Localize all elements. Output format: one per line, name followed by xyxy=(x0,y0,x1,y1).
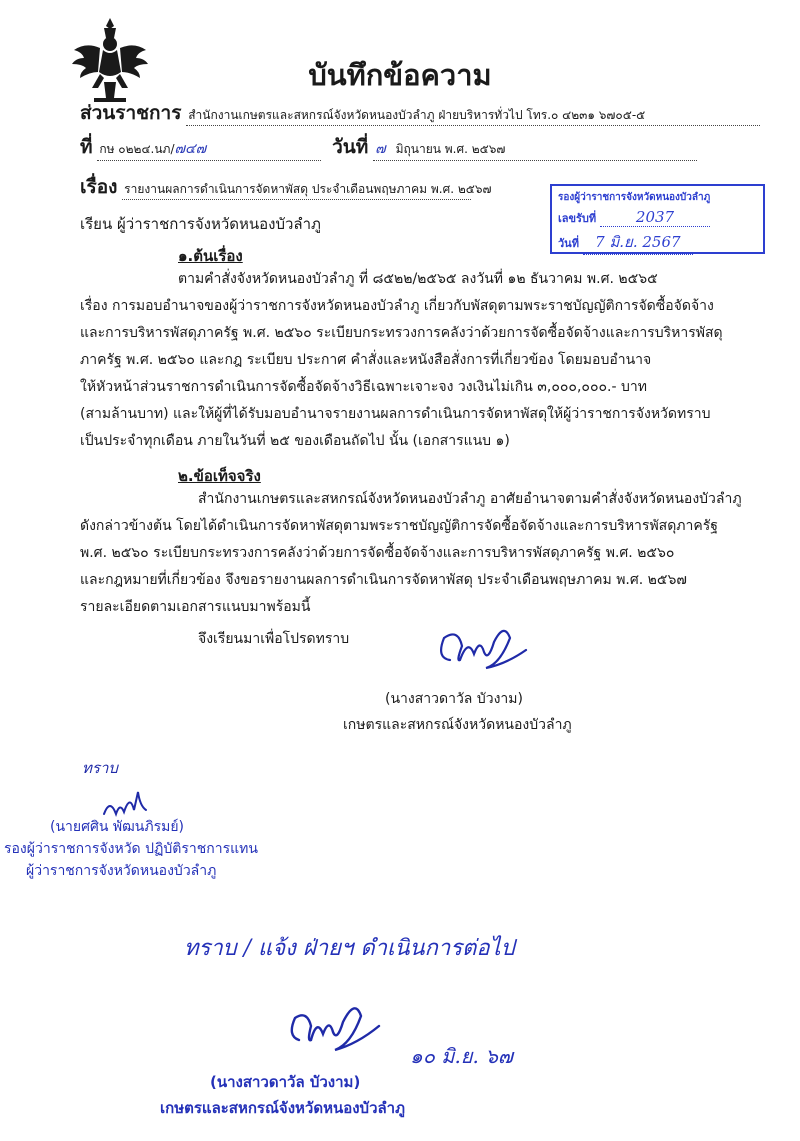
signature-drawing xyxy=(430,620,550,680)
stamp-date-row xyxy=(558,230,693,255)
date-value: มิถุนายน พ.ศ. ๒๕๖๗ xyxy=(395,142,506,156)
section2-line: รายละเอียดตามเอกสารแนบมาพร้อมนี้ xyxy=(80,599,311,615)
stamp-number-row xyxy=(558,208,710,227)
signer-position: เกษตรและสหกรณ์จังหวัดหนองบัวลำภู xyxy=(343,717,572,733)
ref-label: ที่ xyxy=(80,136,93,158)
memo-title: บันทึกข้อความ xyxy=(308,58,492,92)
stamp-number-label: เลขรับที่ xyxy=(558,212,597,225)
section1-heading: ๑.ต้นเรื่อง xyxy=(178,247,243,265)
final-signer-name: (นางสาวดาวัล บัวงาม) xyxy=(210,1073,361,1091)
date-label: วันที่ xyxy=(332,136,369,158)
section2-line: และกฎหมายที่เกี่ยวข้อง จึงขอรายงานผลการดำเนินการจัดหาพัสดุ ประจำเดือนพฤษภาคม พ.ศ. ๒๕๖๗ xyxy=(80,572,687,588)
receive-stamp xyxy=(550,184,765,254)
section2-line: สำนักงานเกษตรและสหกรณ์จังหวัดหนองบัวลำภู อาศัยอำนาจตามคำสั่งจังหวัดหนองบัวลำภู xyxy=(198,491,742,507)
section1-line: เรื่อง การมอบอำนาจของผู้ว่าราชการจังหวัดหนองบัวลำภู เกี่ยวกับพัสดุตามพระราชบัญญัติการจัดซื้อจัดจ้าง xyxy=(80,298,714,314)
ref-line xyxy=(80,132,697,162)
deputy-position-1: รองผู้ว่าราชการจังหวัด ปฏิบัติราชการแทน xyxy=(4,841,258,857)
deputy-position-2: ผู้ว่าราชการจังหวัดหนองบัวลำภู xyxy=(26,863,217,879)
subject-value: รายงานผลการดำเนินการจัดหาพัสดุ ประจำเดือนพฤษภาคม พ.ศ. ๒๕๖๗ xyxy=(122,180,471,200)
stamp-date-label: วันที่ xyxy=(558,237,579,250)
ref-handwritten: ๗๔๗ xyxy=(174,141,207,157)
agency-value: สำนักงานเกษตรและสหกรณ์จังหวัดหนองบัวลำภู ฝ่ายบริหารทั่วไป โทร.๐ ๔๒๓๑ ๖๗๐๕-๕ xyxy=(186,106,760,126)
section1-line: (สามล้านบาท) และให้ผู้ที่ได้รับมอบอำนาจรายงานผลการดำเนินการจัดหาพัสดุให้ผู้ว่าราชการจังหวัดทราบ xyxy=(80,406,711,422)
final-handwritten-note: ทราบ / แจ้ง ฝ่ายฯ ดำเนินการต่อไป xyxy=(184,936,515,961)
ref-value: กษ ๐๒๒๔.นภ/ xyxy=(99,142,175,156)
salutation: เรียน ผู้ว่าราชการจังหวัดหนองบัวลำภู xyxy=(80,215,321,233)
section1-line: ภาครัฐ พ.ศ. ๒๕๖๐ และกฎ ระเบียบ ประกาศ คำสั่งและหนังสือสั่งการที่เกี่ยวข้อง โดยมอบอำนาจ xyxy=(80,352,652,368)
stamp-number-value: 2037 xyxy=(600,208,710,227)
agency-label: ส่วนราชการ xyxy=(80,102,182,124)
deputy-name: (นายศศิน พัฒนภิรมย์) xyxy=(50,819,184,835)
date-handwritten: ๗ xyxy=(375,141,386,157)
section1-line: และการบริหารพัสดุภาครัฐ พ.ศ. ๒๕๖๐ ระเบียบกระทรวงการคลังว่าด้วยการจัดซื้อจัดจ้างและการบริหารพัสดุ xyxy=(80,325,723,341)
section1-line: เป็นประจำทุกเดือน ภายในวันที่ ๒๕ ของเดือนถัดไป นั้น (เอกสารแนบ ๑) xyxy=(80,433,510,449)
closing-text: จึงเรียนมาเพื่อโปรดทราบ xyxy=(198,631,350,647)
section2-line: พ.ศ. ๒๕๖๐ ระเบียบกระทรวงการคลังว่าด้วยการจัดซื้อจัดจ้างและการบริหารพัสดุภาครัฐ พ.ศ. ๒๕๖๐ xyxy=(80,545,675,561)
final-signer-position: เกษตรและสหกรณ์จังหวัดหนองบัวลำภู xyxy=(160,1099,405,1117)
final-signature-drawing xyxy=(285,990,395,1060)
final-date-handwritten: ๑๐ มิ.ย. ๖๗ xyxy=(410,1044,513,1068)
stamp-date-value: 7 มิ.ย. 2567 xyxy=(583,230,693,255)
deputy-note: ทราบ xyxy=(82,759,118,777)
signer-name: (นางสาวดาวัล บัวงาม) xyxy=(385,691,523,707)
section1-line: ให้หัวหน้าส่วนราชการดำเนินการจัดซื้อจัดจ้างวิธีเฉพาะเจาะจง วงเงินไม่เกิน ๓,๐๐๐,๐๐๐.- บาท xyxy=(80,379,647,395)
subject-line xyxy=(80,172,492,202)
stamp-office: รองผู้ว่าราชการจังหวัดหนองบัวลำภู xyxy=(558,192,711,203)
subject-label: เรื่อง xyxy=(80,176,118,198)
agency-line xyxy=(80,98,760,128)
section1-line: ตามคำสั่งจังหวัดหนองบัวลำภู ที่ ๘๕๒๒/๒๕๖๕ ลงวันที่ ๑๒ ธันวาคม พ.ศ. ๒๕๖๕ xyxy=(178,271,658,287)
section2-line: ดังกล่าวข้างต้น โดยได้ดำเนินการจัดหาพัสดุตามพระราชบัญญัติการจัดซื้อจัดจ้างและการบริหารพัสดุภาครัฐ xyxy=(80,518,719,534)
section2-heading: ๒.ข้อเท็จจริง xyxy=(178,467,261,485)
